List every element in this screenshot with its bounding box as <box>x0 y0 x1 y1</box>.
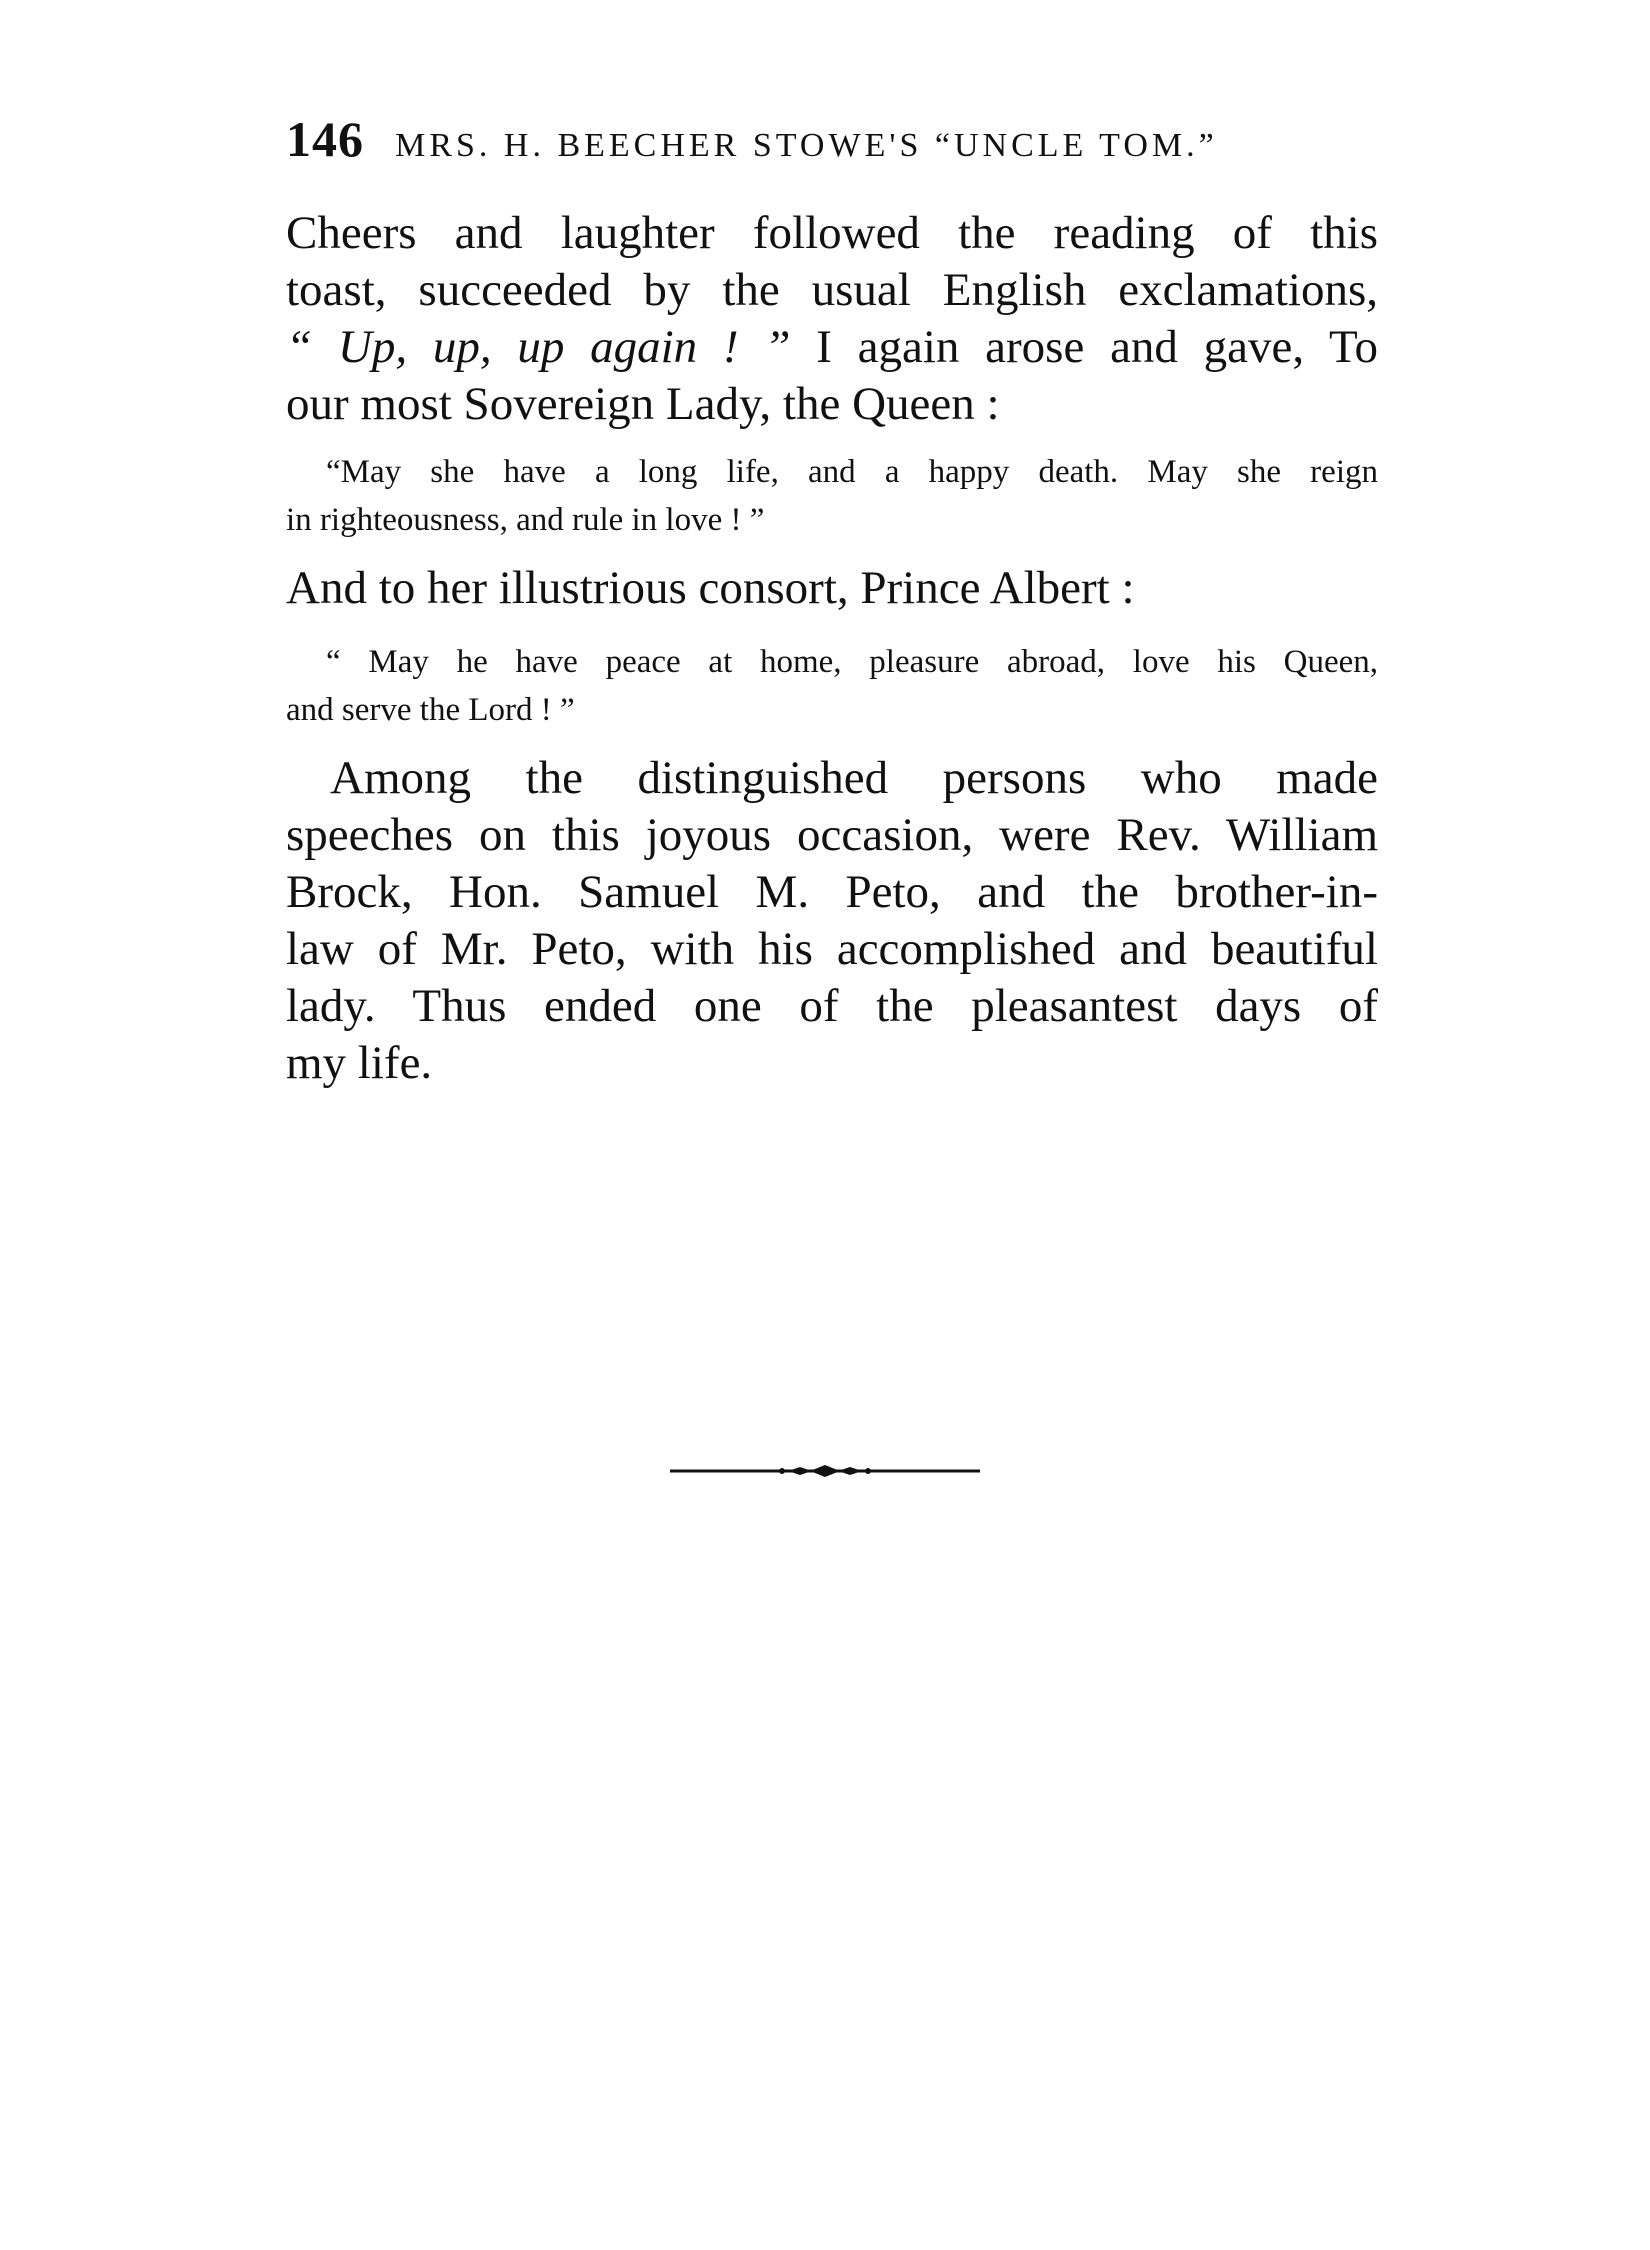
paragraph-line: Among the distinguished persons who made <box>330 752 1378 804</box>
paragraph-line: law of Mr. Peto, with his accomplished and beautiful <box>286 923 1378 975</box>
paragraph-line-mixed <box>286 319 1378 376</box>
running-head: MRS. H. BEECHER STOWE'S “UNCLE TOM.” <box>395 127 1218 164</box>
paragraph-line: speeches on this joyous occasion, were Rev. William <box>286 809 1378 861</box>
ornamental-rule-icon <box>670 1463 980 1479</box>
paragraph-line: toast, succeeded by the usual English exclamations, <box>286 264 1378 316</box>
paragraph-line: my life. <box>286 1037 433 1089</box>
toast-quote-albert <box>286 638 1378 734</box>
quote-line: and serve the Lord ! ” <box>286 692 575 728</box>
paragraph-prince-albert: And to her illustrious consort, Prince Albert : <box>286 562 1135 614</box>
paragraph-cheers <box>286 205 1378 433</box>
paragraph-line-rest: I again arose and gave, To <box>790 321 1378 373</box>
paragraph-line: Brock, Hon. Samuel M. Peto, and the brother-in- <box>286 866 1378 918</box>
page-number: 146 <box>286 111 364 167</box>
quote-line: in righteousness, and rule in love ! ” <box>286 502 765 538</box>
quote-line: “May she have a long life, and a happy death. May she reign <box>326 454 1378 490</box>
page-header <box>286 110 1386 170</box>
paragraph-line: lady. Thus ended one of the pleasantest days of <box>286 980 1378 1032</box>
paragraph-line: Cheers and laughter followed the reading of this <box>286 207 1378 259</box>
toast-quote-queen <box>286 448 1378 544</box>
italic-exclamation: “ Up, up, up again ! ” <box>286 321 791 373</box>
paragraph-distinguished-persons <box>286 750 1378 1092</box>
paragraph-line: our most Sovereign Lady, the Queen : <box>286 378 1000 430</box>
quote-line: “ May he have peace at home, pleasure abroad, love his Queen, <box>326 644 1378 680</box>
